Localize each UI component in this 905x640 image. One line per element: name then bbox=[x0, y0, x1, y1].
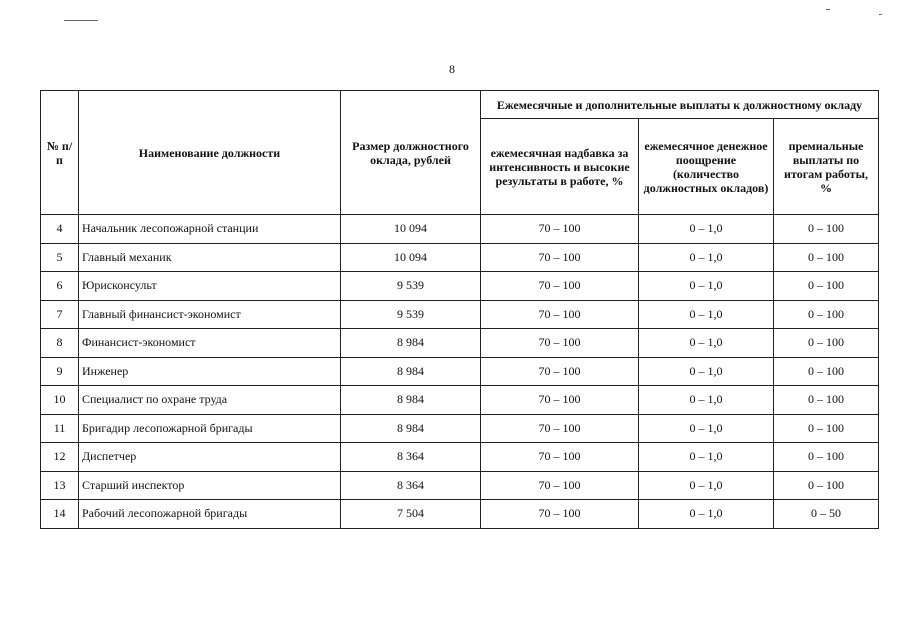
position-name: Старший инспектор bbox=[79, 471, 341, 500]
incentive-value: 0 – 1,0 bbox=[639, 500, 774, 529]
salary-value: 10 094 bbox=[341, 243, 481, 272]
scan-speck bbox=[879, 14, 882, 15]
bonus-value: 0 – 100 bbox=[774, 471, 879, 500]
bonus-value: 0 – 50 bbox=[774, 500, 879, 529]
bonus-value: 0 – 100 bbox=[774, 386, 879, 415]
scan-speck bbox=[826, 9, 830, 10]
incentive-value: 0 – 1,0 bbox=[639, 414, 774, 443]
table-row bbox=[41, 272, 879, 301]
table-row bbox=[41, 471, 879, 500]
salary-table bbox=[40, 90, 879, 529]
intensity-allowance-value: 70 – 100 bbox=[481, 215, 639, 244]
table-row bbox=[41, 414, 879, 443]
intensity-allowance-value: 70 – 100 bbox=[481, 272, 639, 301]
position-name: Диспетчер bbox=[79, 443, 341, 472]
table-row bbox=[41, 300, 879, 329]
position-name: Главный финансист-экономист bbox=[79, 300, 341, 329]
table-row bbox=[41, 500, 879, 529]
scan-speck bbox=[64, 20, 98, 21]
bonus-value: 0 – 100 bbox=[774, 414, 879, 443]
row-number: 4 bbox=[41, 215, 79, 244]
incentive-value: 0 – 1,0 bbox=[639, 329, 774, 358]
header-monthly-incentive: ежемесячное денежное поощрение (количество должностных окладов) bbox=[639, 119, 774, 215]
position-name: Рабочий лесопожарной бригады bbox=[79, 500, 341, 529]
bonus-value: 0 – 100 bbox=[774, 357, 879, 386]
bonus-value: 0 – 100 bbox=[774, 243, 879, 272]
position-name: Юрисконсульт bbox=[79, 272, 341, 301]
intensity-allowance-value: 70 – 100 bbox=[481, 443, 639, 472]
row-number: 14 bbox=[41, 500, 79, 529]
row-number: 6 bbox=[41, 272, 79, 301]
row-number: 7 bbox=[41, 300, 79, 329]
row-number: 13 bbox=[41, 471, 79, 500]
position-name: Финансист-экономист bbox=[79, 329, 341, 358]
row-number: 11 bbox=[41, 414, 79, 443]
position-name: Инженер bbox=[79, 357, 341, 386]
header-intensity-allowance: ежемесячная надбавка за интенсивность и высокие результаты в работе, % bbox=[481, 119, 639, 215]
salary-value: 8 364 bbox=[341, 443, 481, 472]
incentive-value: 0 – 1,0 bbox=[639, 443, 774, 472]
bonus-value: 0 – 100 bbox=[774, 329, 879, 358]
incentive-value: 0 – 1,0 bbox=[639, 386, 774, 415]
row-number: 5 bbox=[41, 243, 79, 272]
salary-value: 8 984 bbox=[341, 386, 481, 415]
salary-value: 8 984 bbox=[341, 414, 481, 443]
row-number: 9 bbox=[41, 357, 79, 386]
position-name: Начальник лесопожарной станции bbox=[79, 215, 341, 244]
header-position-name: Наименование должности bbox=[79, 91, 341, 215]
salary-value: 8 364 bbox=[341, 471, 481, 500]
table-row bbox=[41, 357, 879, 386]
intensity-allowance-value: 70 – 100 bbox=[481, 386, 639, 415]
bonus-value: 0 – 100 bbox=[774, 443, 879, 472]
bonus-value: 0 – 100 bbox=[774, 215, 879, 244]
row-number: 10 bbox=[41, 386, 79, 415]
incentive-value: 0 – 1,0 bbox=[639, 300, 774, 329]
page-number: 8 bbox=[449, 62, 455, 76]
intensity-allowance-value: 70 – 100 bbox=[481, 300, 639, 329]
salary-value: 7 504 bbox=[341, 500, 481, 529]
intensity-allowance-value: 70 – 100 bbox=[481, 243, 639, 272]
salary-value: 8 984 bbox=[341, 357, 481, 386]
header-number: № п/п bbox=[41, 91, 79, 215]
position-name: Главный механик bbox=[79, 243, 341, 272]
bonus-value: 0 – 100 bbox=[774, 300, 879, 329]
header-bonus-payments: премиальные выплаты по итогам работы, % bbox=[774, 119, 879, 215]
intensity-allowance-value: 70 – 100 bbox=[481, 471, 639, 500]
row-number: 8 bbox=[41, 329, 79, 358]
incentive-value: 0 – 1,0 bbox=[639, 357, 774, 386]
intensity-allowance-value: 70 – 100 bbox=[481, 357, 639, 386]
incentive-value: 0 – 1,0 bbox=[639, 471, 774, 500]
intensity-allowance-value: 70 – 100 bbox=[481, 500, 639, 529]
incentive-value: 0 – 1,0 bbox=[639, 272, 774, 301]
incentive-value: 0 – 1,0 bbox=[639, 243, 774, 272]
row-number: 12 bbox=[41, 443, 79, 472]
table-row bbox=[41, 443, 879, 472]
table-header bbox=[41, 91, 879, 215]
table-row bbox=[41, 215, 879, 244]
intensity-allowance-value: 70 – 100 bbox=[481, 414, 639, 443]
intensity-allowance-value: 70 – 100 bbox=[481, 329, 639, 358]
salary-value: 8 984 bbox=[341, 329, 481, 358]
table-row bbox=[41, 386, 879, 415]
header-payments-group: Ежемесячные и дополнительные выплаты к должностному окладу bbox=[481, 91, 879, 119]
table-row bbox=[41, 329, 879, 358]
salary-value: 9 539 bbox=[341, 272, 481, 301]
salary-value: 10 094 bbox=[341, 215, 481, 244]
incentive-value: 0 – 1,0 bbox=[639, 215, 774, 244]
table-body bbox=[41, 215, 879, 529]
bonus-value: 0 – 100 bbox=[774, 272, 879, 301]
position-name: Бригадир лесопожарной бригады bbox=[79, 414, 341, 443]
header-salary: Размер должностного оклада, рублей bbox=[341, 91, 481, 215]
position-name: Специалист по охране труда bbox=[79, 386, 341, 415]
salary-value: 9 539 bbox=[341, 300, 481, 329]
table-row bbox=[41, 243, 879, 272]
